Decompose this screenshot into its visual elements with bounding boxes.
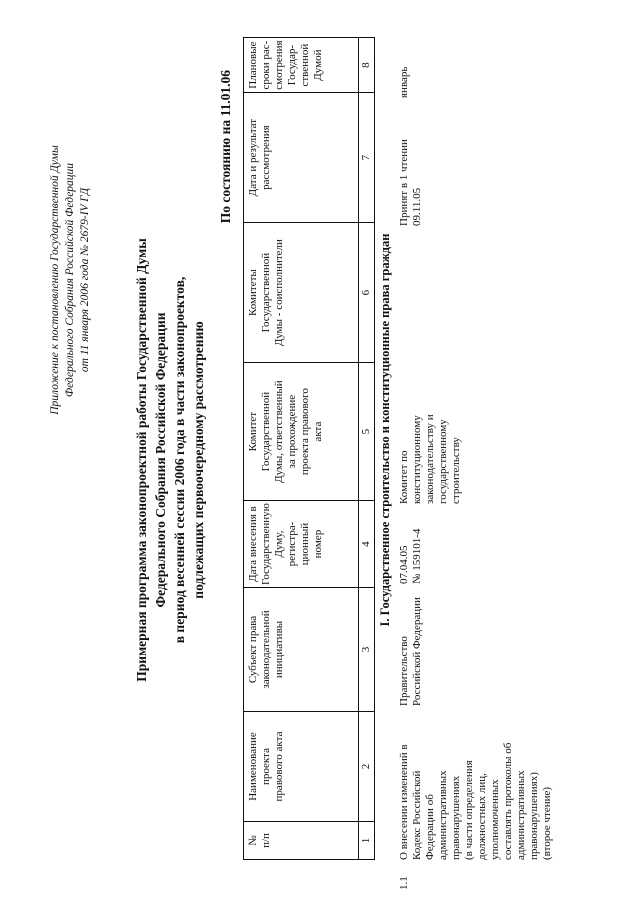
document-title xyxy=(132,160,208,760)
title-line: Примерная программа законопроектной работы Государственной Думы xyxy=(134,238,149,682)
column-number: 5 xyxy=(359,363,375,501)
column-number: 7 xyxy=(359,93,375,223)
column-number: 3 xyxy=(359,588,375,712)
column-number: 6 xyxy=(359,223,375,363)
column-number: 8 xyxy=(359,38,375,93)
program-table xyxy=(243,37,375,860)
row-number: 1.1 xyxy=(398,876,410,890)
appendix-line: Федерального Собрания Российской Федерации xyxy=(64,162,76,398)
appendix-line: Приложение к постановлению Государственной Думы xyxy=(49,145,61,415)
header-col-4: Дата внесения в Государственную Думу, регистра- ционный номер xyxy=(244,501,359,588)
as-of-date: По состоянию на 11.01.06 xyxy=(218,70,233,224)
section-title: I. Государственное строительство и конституционные права граждан xyxy=(378,233,392,627)
table-header-row xyxy=(244,38,359,860)
row-planned-term: январь xyxy=(398,66,410,98)
row-date-registration: 07.04.05 № 159101-4 xyxy=(398,528,423,584)
appendix-note xyxy=(48,100,93,460)
header-col-7: Дата и результат рассмотрения xyxy=(244,93,359,223)
row-responsible-committee: Комитет по конституционному законодательству и государственному строительству xyxy=(398,414,462,504)
column-number: 2 xyxy=(359,712,375,822)
title-line: в период весенней сессии 2006 года в части законопроектов, xyxy=(172,276,187,644)
column-number: 1 xyxy=(359,822,375,860)
header-col-5: Комитет Государственной Думы, ответственный за прохождение проекта правового акта xyxy=(244,363,359,501)
header-col-1: № п/п xyxy=(244,822,359,860)
row-result: Принят в 1 чтении 09.11.05 xyxy=(398,139,423,226)
header-col-8: Плановые сроки рас- смотрения Государ- ственной Думой xyxy=(244,38,359,93)
appendix-line: от 11 января 2006 года № 2679-IV ГД xyxy=(79,187,91,373)
title-line: Федерального Собрания Российской Федерации xyxy=(153,312,168,608)
row-act-name: О внесении изменений в Кодекс Российской Федерации об административных правонарушениях (в части определения должностных лиц, уполномоченных составлять протоколы об административных правонарушениях) (второе чтение) xyxy=(398,742,553,860)
header-col-3: Субъект права законодательной инициативы xyxy=(244,588,359,712)
row-initiative-subject: Правительство Российской Федерации xyxy=(398,597,423,706)
header-col-2: Наименование проекта правового акта xyxy=(244,712,359,822)
header-col-6: Комитеты Государственной Думы - соисполнители xyxy=(244,223,359,363)
column-number: 4 xyxy=(359,501,375,588)
column-number-row xyxy=(359,38,375,860)
title-line: подлежащих первоочередному рассмотрению xyxy=(191,321,206,599)
